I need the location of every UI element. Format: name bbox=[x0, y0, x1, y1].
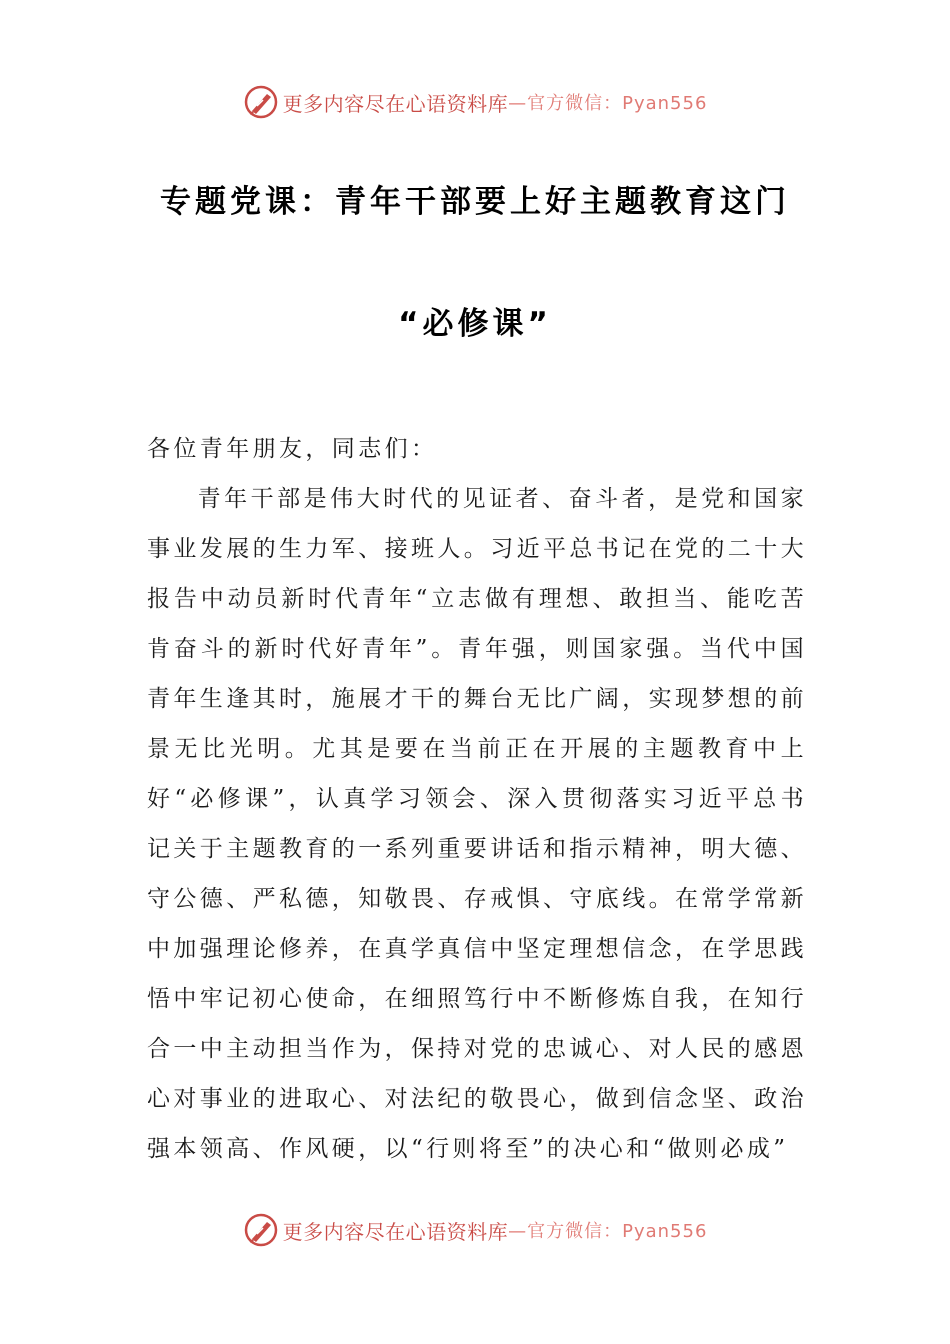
footer-site-text: 更多内容尽在心语资料库 bbox=[282, 1219, 509, 1244]
paragraph-1: 青年干部是伟大时代的见证者、奋斗者，是党和国家事业发展的生力军、接班人。习近平总书记在党的二十大报告中动员新时代青年“立志做有理想、敢担当、能吃苦肯奋斗的新时代好青年”。青年强，则国家强。当代中国青年生逢其时，施展才干的舞台无比广阔，实现梦想的前景无比光明。尤其是要在当前正在开展的主题教育中上好“必修课”，认真学习领会、深入贯彻落实习近平总书记关于主题教育的一系列重要讲话和指示精神，明大德、守公德、严私德，知敬畏、存戒惧、守底线。在常学常新中加强理论修养，在真学真信中坚定理想信念，在学思践悟中牢记初心使命，在细照笃行中不断修炼自我，在知行合一中主动担当作为，保持对党的忠诚心、对人民的感恩心对事业的进取心、对法纪的敬畏心，做到信念坚、政治强本领高、作风硬，以“行则将至”的决心和“做则必成” bbox=[147, 486, 807, 1162]
footer-banner bbox=[0, 1208, 950, 1252]
document-title-line1: 专题党课：青年干部要上好主题教育这门 bbox=[160, 184, 790, 220]
document-body bbox=[147, 424, 807, 1174]
header-contact-text: —官方微信：Pyan556 bbox=[508, 93, 708, 114]
document-title-line2: “必修课” bbox=[398, 306, 552, 342]
greeting: 各位青年朋友，同志们： bbox=[147, 436, 438, 462]
header-site-text: 更多内容尽在心语资料库 bbox=[282, 91, 509, 116]
pen-logo-icon bbox=[243, 84, 279, 120]
footer-contact-text: —官方微信：Pyan556 bbox=[508, 1221, 708, 1242]
pen-logo-icon bbox=[243, 1212, 279, 1248]
header-banner bbox=[0, 80, 950, 124]
